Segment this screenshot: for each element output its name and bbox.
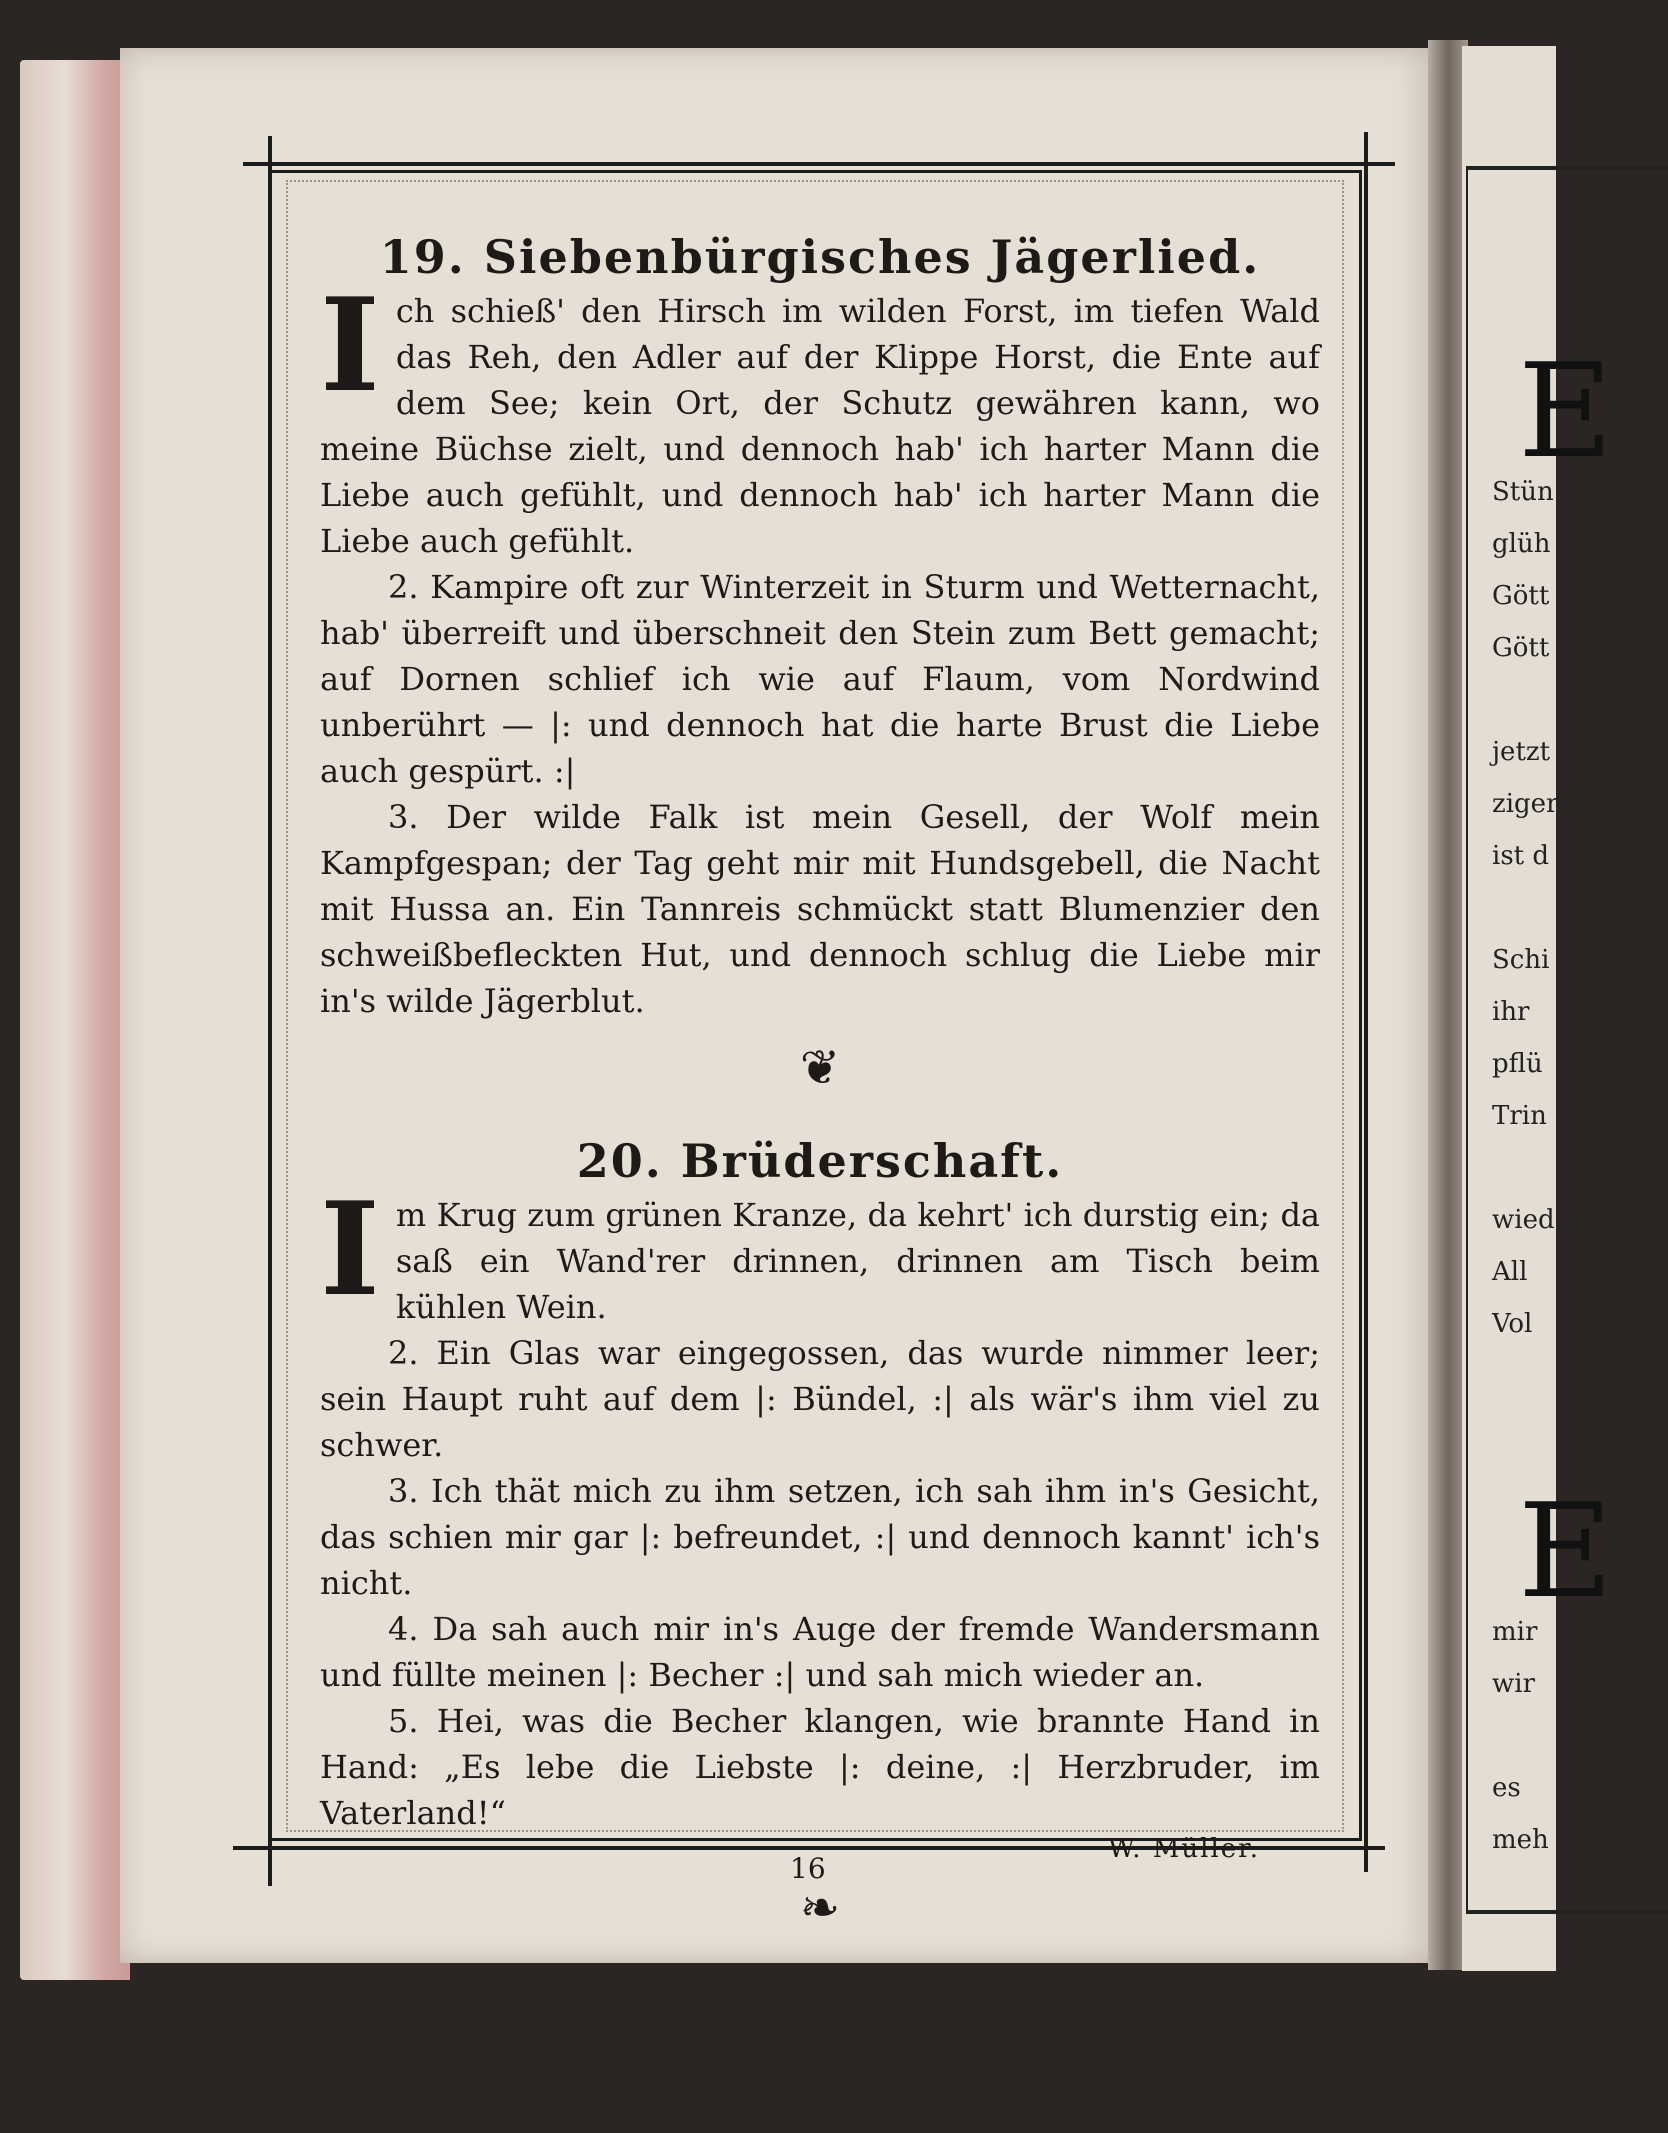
stanza-text: ch schieß' den Hirsch im wilden Forst, im tiefen Wald das Reh, den Adler auf der Klippe Horst, die Ente auf dem See; kein Ort, der Schutz gewähren kann, wo meine Büchse zielt, und dennoch hab' ich harter Mann die Liebe auch gefühlt, und dennoch hab' ich harter Mann die Liebe auch gefühlt.: [320, 292, 1320, 560]
facing-page-initial: E: [1518, 1475, 1613, 1627]
stanza: 3. Ich thät mich zu ihm setzen, ich sah ihm in's Gesicht, das schien mir gar |: befreundet, :| und dennoch kannt' ich's nicht.: [320, 1472, 1320, 1602]
song-title: 20. Brüderschaft.: [576, 1134, 1064, 1188]
facing-page-initial: E: [1518, 335, 1613, 487]
stanza: 5. Hei, was die Becher klangen, wie brannte Hand in Hand: „Es lebe die Liebste |: deine, :| Herzbruder, im Vaterland!“: [320, 1702, 1320, 1832]
page-number: 16: [790, 1852, 826, 1885]
vignette-icon: ❧: [799, 1880, 841, 1936]
fleuron-icon: ❦: [799, 1040, 841, 1096]
page-edges: [20, 60, 130, 1980]
stanza: 3. Der wilde Falk ist mein Gesell, der Wolf mein Kampfgespan; der Tag geht mir mit Hundsgebell, die Nacht mit Hussa an. Ein Tannreis schmückt statt Blumenzier den schweißbefleckten Hut, und dennoch schlug die Liebe mir in's wilde Jägerblut.: [320, 798, 1320, 1020]
first-stanza: [320, 271, 1320, 564]
stanza: 4. Da sah auch mir in's Auge der fremde Wandersmann und füllte meinen |: Becher :| und sah mich wieder an.: [320, 1610, 1320, 1694]
drop-cap: I: [320, 1175, 380, 1325]
page-content: [320, 230, 1320, 1958]
stanza-text: m Krug zum grünen Kranze, da kehrt' ich durstig ein; da saß ein Wand'rer drinnen, drinnen am Tisch beim kühlen Wein.: [395, 1196, 1320, 1326]
frame-rule-right: [1364, 132, 1368, 1872]
facing-page-text: mir wir es meh: [1492, 1617, 1549, 1855]
stanza: 2. Kampire oft zur Winterzeit in Sturm und Wetternacht, hab' überreift und überschneit den Stein zum Bett gemacht; auf Dornen schlief ich wie auf Flaum, vom Nordwind unberührt — |: und dennoch hat die harte Brust die Liebe auch gespürt. :|: [320, 568, 1320, 790]
author-credit: W. Müller.: [1108, 1834, 1260, 1864]
frame-rule-top: [243, 162, 1395, 166]
facing-page-text: Stün glüh Gött Gött jetzt ziger ist d Schi ihr pflü Trin wied All Vol: [1492, 477, 1559, 1339]
facing-page: [1462, 46, 1613, 1971]
song-title: 19. Siebenbürgisches Jägerlied.: [379, 230, 1261, 284]
drop-cap: I: [320, 271, 380, 421]
first-stanza: [320, 1175, 1320, 1330]
stanza: 2. Ein Glas war eingegossen, das wurde nimmer leer; sein Haupt ruht auf dem |: Bündel, :| als wär's ihm viel zu schwer.: [320, 1334, 1320, 1464]
